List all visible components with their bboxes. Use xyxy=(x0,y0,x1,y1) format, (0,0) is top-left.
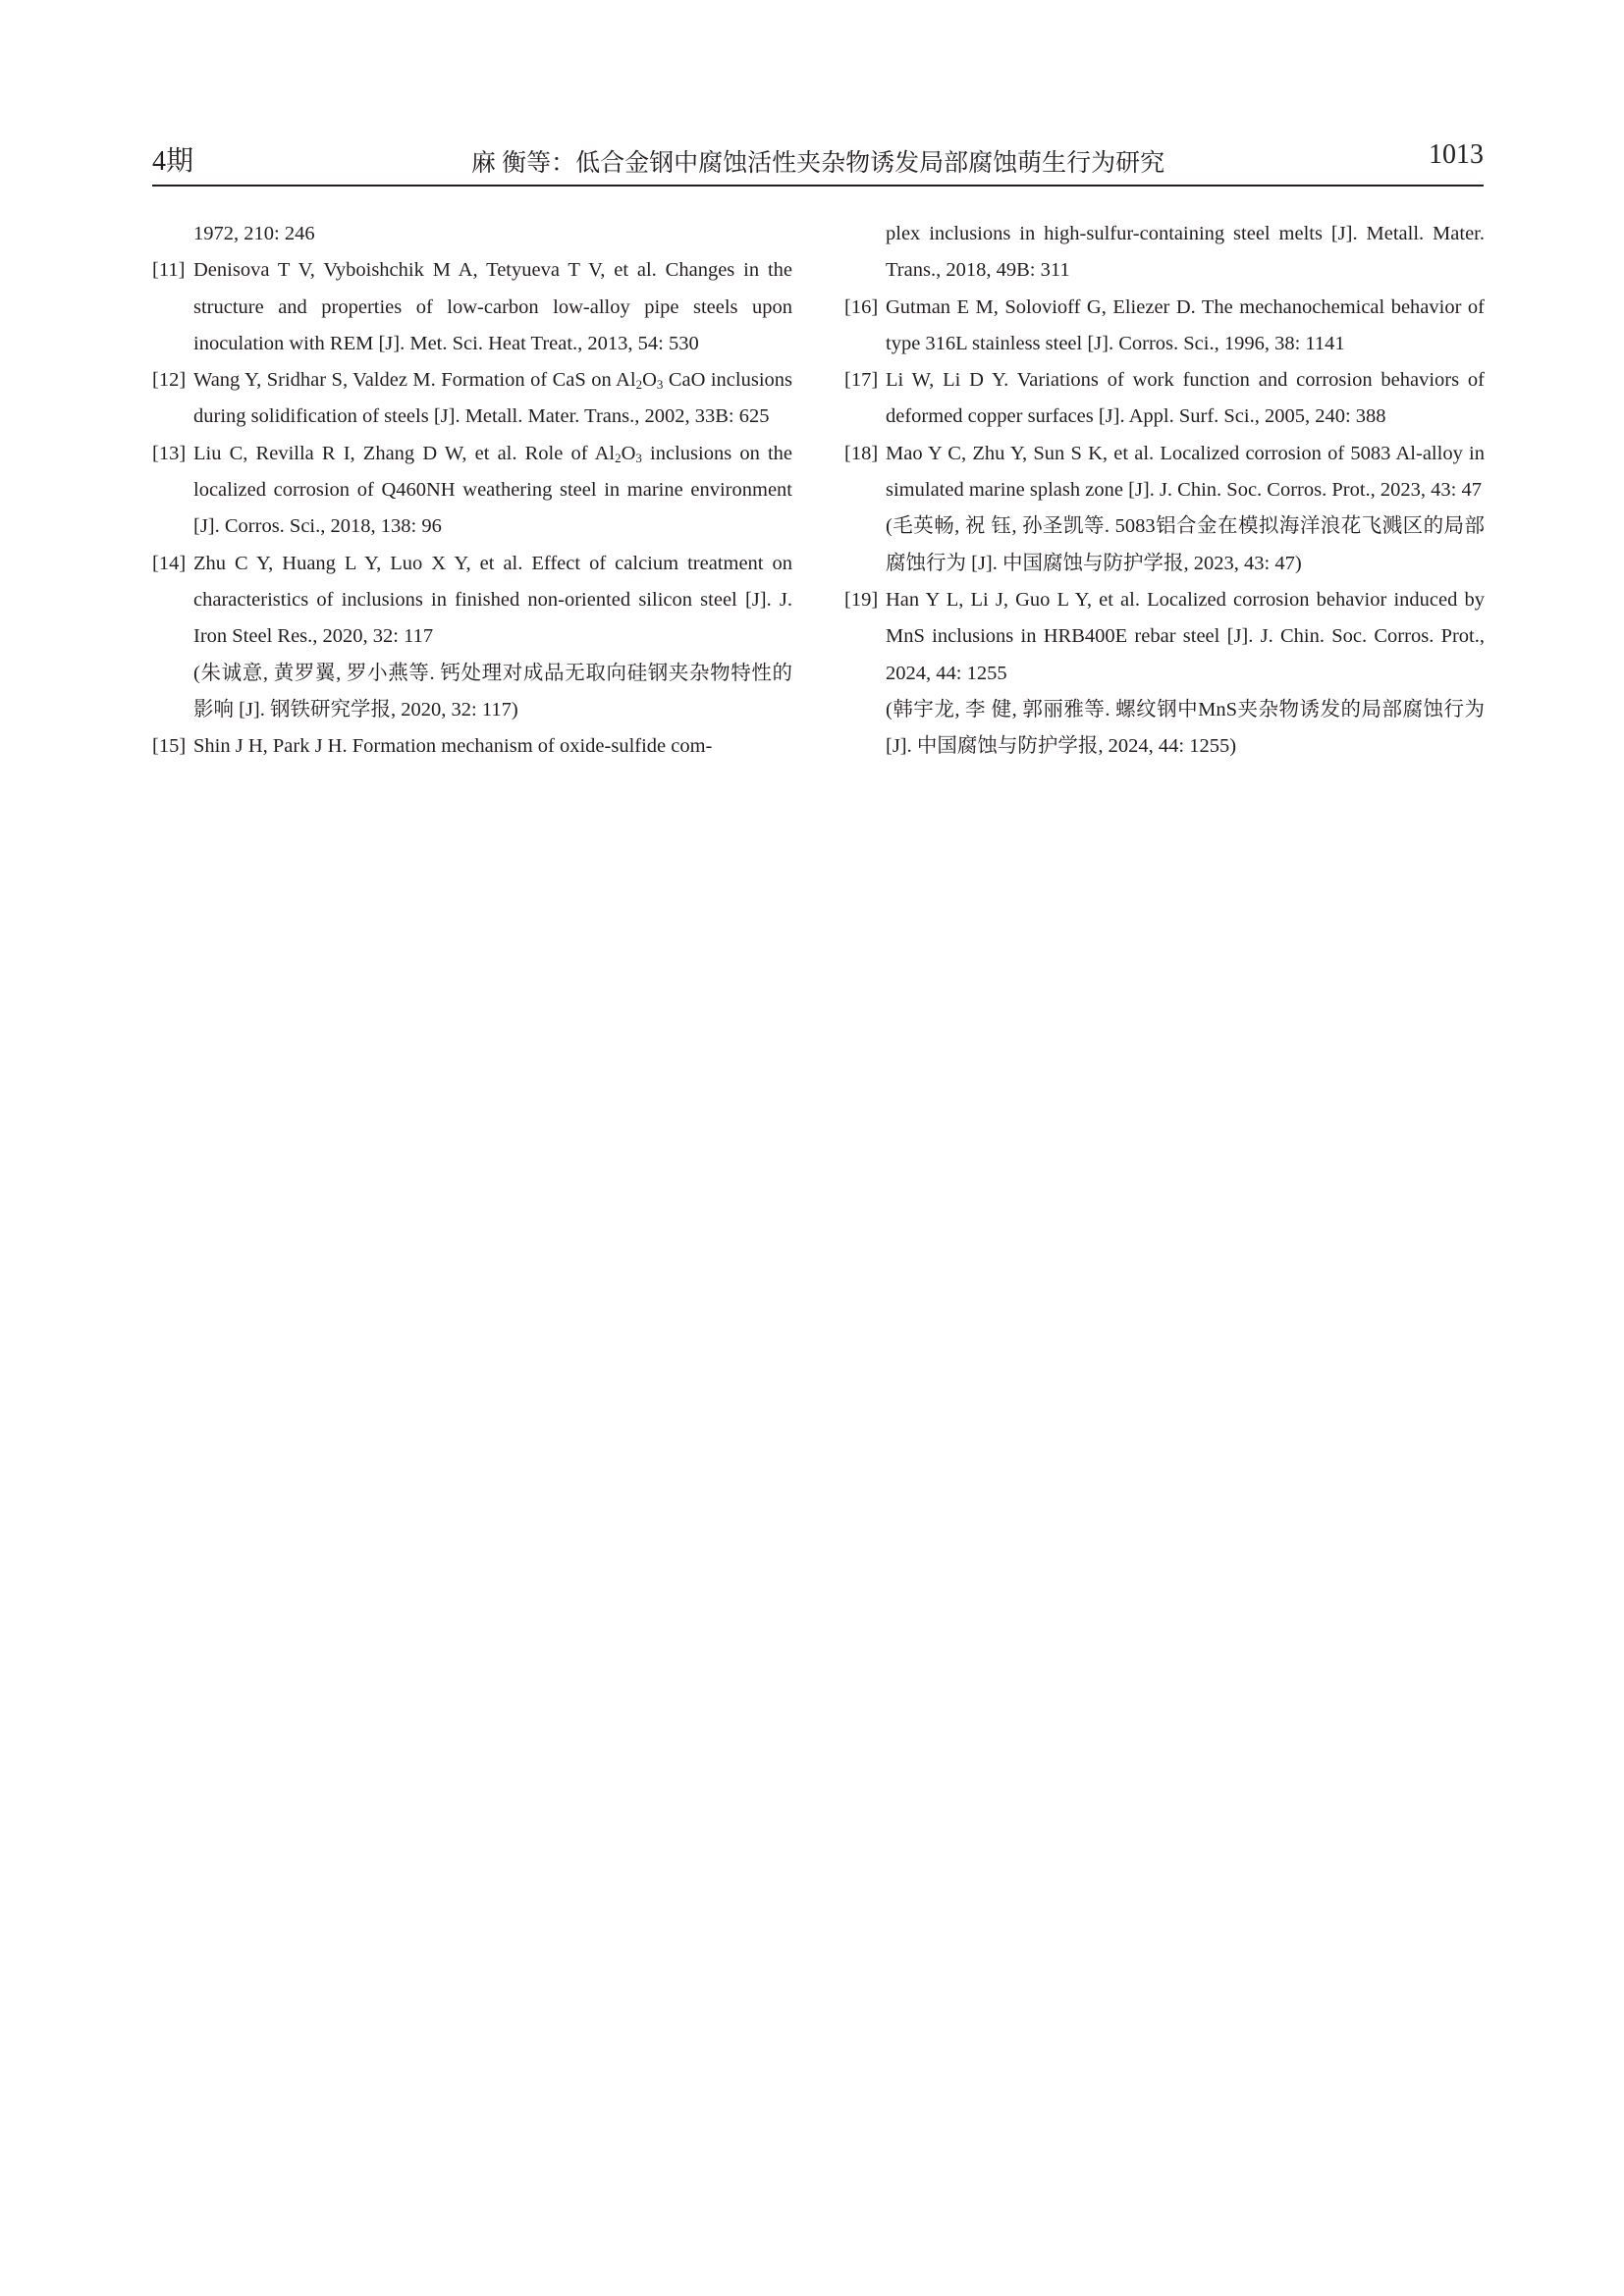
reference-continuation xyxy=(844,216,1485,290)
reference-19 xyxy=(844,582,1485,765)
reference-translation: (朱诚意, 黄罗翼, 罗小燕等. 钙处理对成品无取向硅钢夹杂物特性的影响 [J]. 钢铁研究学报, 2020, 32: 117) xyxy=(193,662,792,721)
reference-number: [12] xyxy=(152,369,187,392)
reference-continuation xyxy=(152,216,792,252)
reference-text: Wang Y, Sridhar S, Valdez M. Formation of CaS on $Al_2O_3$ CaO inclusions during solidification of steels [J]. Metall. Mater. Trans., 2002, 33B: 625 xyxy=(193,369,793,428)
reference-17 xyxy=(844,362,1485,436)
reference-number: [13] xyxy=(152,442,187,464)
reference-12 xyxy=(152,362,792,436)
reference-text: Denisova T V, Vyboishchik M A, Tetyueva T V, et al. Changes in the structure and properties of low-carbon low-alloy pipe steels upon inoculation with REM [J]. Met. Sci. Heat Treat., 2013, 54: 530 xyxy=(193,259,792,354)
references-right-column xyxy=(844,216,1485,765)
reference-text: 1972, 210: 246 xyxy=(193,223,315,244)
reference-translation: (毛英畅, 祝 钰, 孙圣凯等. 5083铝合金在模拟海洋浪花飞溅区的局部腐蚀行为 [J]. 中国腐蚀与防护学报, 2023, 43: 47) xyxy=(886,515,1485,574)
reference-number: [18] xyxy=(844,442,879,464)
issue-number: 4期 xyxy=(152,146,194,177)
reference-translation: (韩宇龙, 李 健, 郭丽雅等. 螺纹钢中MnS夹杂物诱发的局部腐蚀行为 [J]. 中国腐蚀与防护学报, 2024, 44: 1255) xyxy=(886,698,1485,758)
reference-number: [19] xyxy=(844,588,879,611)
reference-18 xyxy=(844,436,1485,582)
reference-11 xyxy=(152,252,792,362)
reference-text: Mao Y C, Zhu Y, Sun S K, et al. Localized corrosion of 5083 Al-alloy in simulated marine splash zone [J]. J. Chin. Soc. Corros. Prot., 2023, 43: 47 xyxy=(886,442,1485,502)
reference-text: Han Y L, Li J, Guo L Y, et al. Localized corrosion behavior induced by MnS inclusions in HRB400E rebar steel [J]. J. Chin. Soc. Corros. Prot., 2024, 44: 1255 xyxy=(886,588,1485,684)
reference-14 xyxy=(152,546,792,728)
reference-text: plex inclusions in high-sulfur-containing steel melts [J]. Metall. Mater. Trans., 2018, 49B: 311 xyxy=(886,223,1485,282)
references-left-column xyxy=(152,216,792,765)
reference-text: Shin J H, Park J H. Formation mechanism of oxide-sulfide com- xyxy=(193,735,713,758)
reference-number: [11] xyxy=(152,259,186,282)
reference-13 xyxy=(152,436,792,546)
reference-number: [17] xyxy=(844,369,879,392)
page-number: 1013 xyxy=(1429,139,1484,170)
reference-15 xyxy=(152,728,792,765)
reference-number: [15] xyxy=(152,735,187,758)
reference-text: Gutman E M, Solovioff G, Eliezer D. The mechanochemical behavior of type 316L stainless steel [J]. Corros. Sci., 1996, 38: 1141 xyxy=(886,295,1485,354)
reference-number: [14] xyxy=(152,552,187,574)
page-header xyxy=(152,135,1484,187)
reference-text: Li W, Li D Y. Variations of work function and corrosion behaviors of deformed copper surfaces [J]. Appl. Surf. Sci., 2005, 240: 388 xyxy=(886,369,1485,428)
running-title: 麻 衡等：低合金钢中腐蚀活性夹杂物诱发局部腐蚀萌生行为研究 xyxy=(470,150,1165,177)
reference-text: Liu C, Revilla R I, Zhang D W, et al. Role of $Al_2O_3$ inclusions on the localized corrosion of Q460NH weathering steel in marine environment [J]. Corros. Sci., 2018, 138: 96 xyxy=(193,442,793,538)
reference-number: [16] xyxy=(844,295,879,318)
reference-text: Zhu C Y, Huang L Y, Luo X Y, et al. Effect of calcium treatment on characteristics of inclusions in finished non-oriented silicon steel [J]. J. Iron Steel Res., 2020, 32: 117 xyxy=(193,552,792,648)
reference-16 xyxy=(844,290,1485,363)
